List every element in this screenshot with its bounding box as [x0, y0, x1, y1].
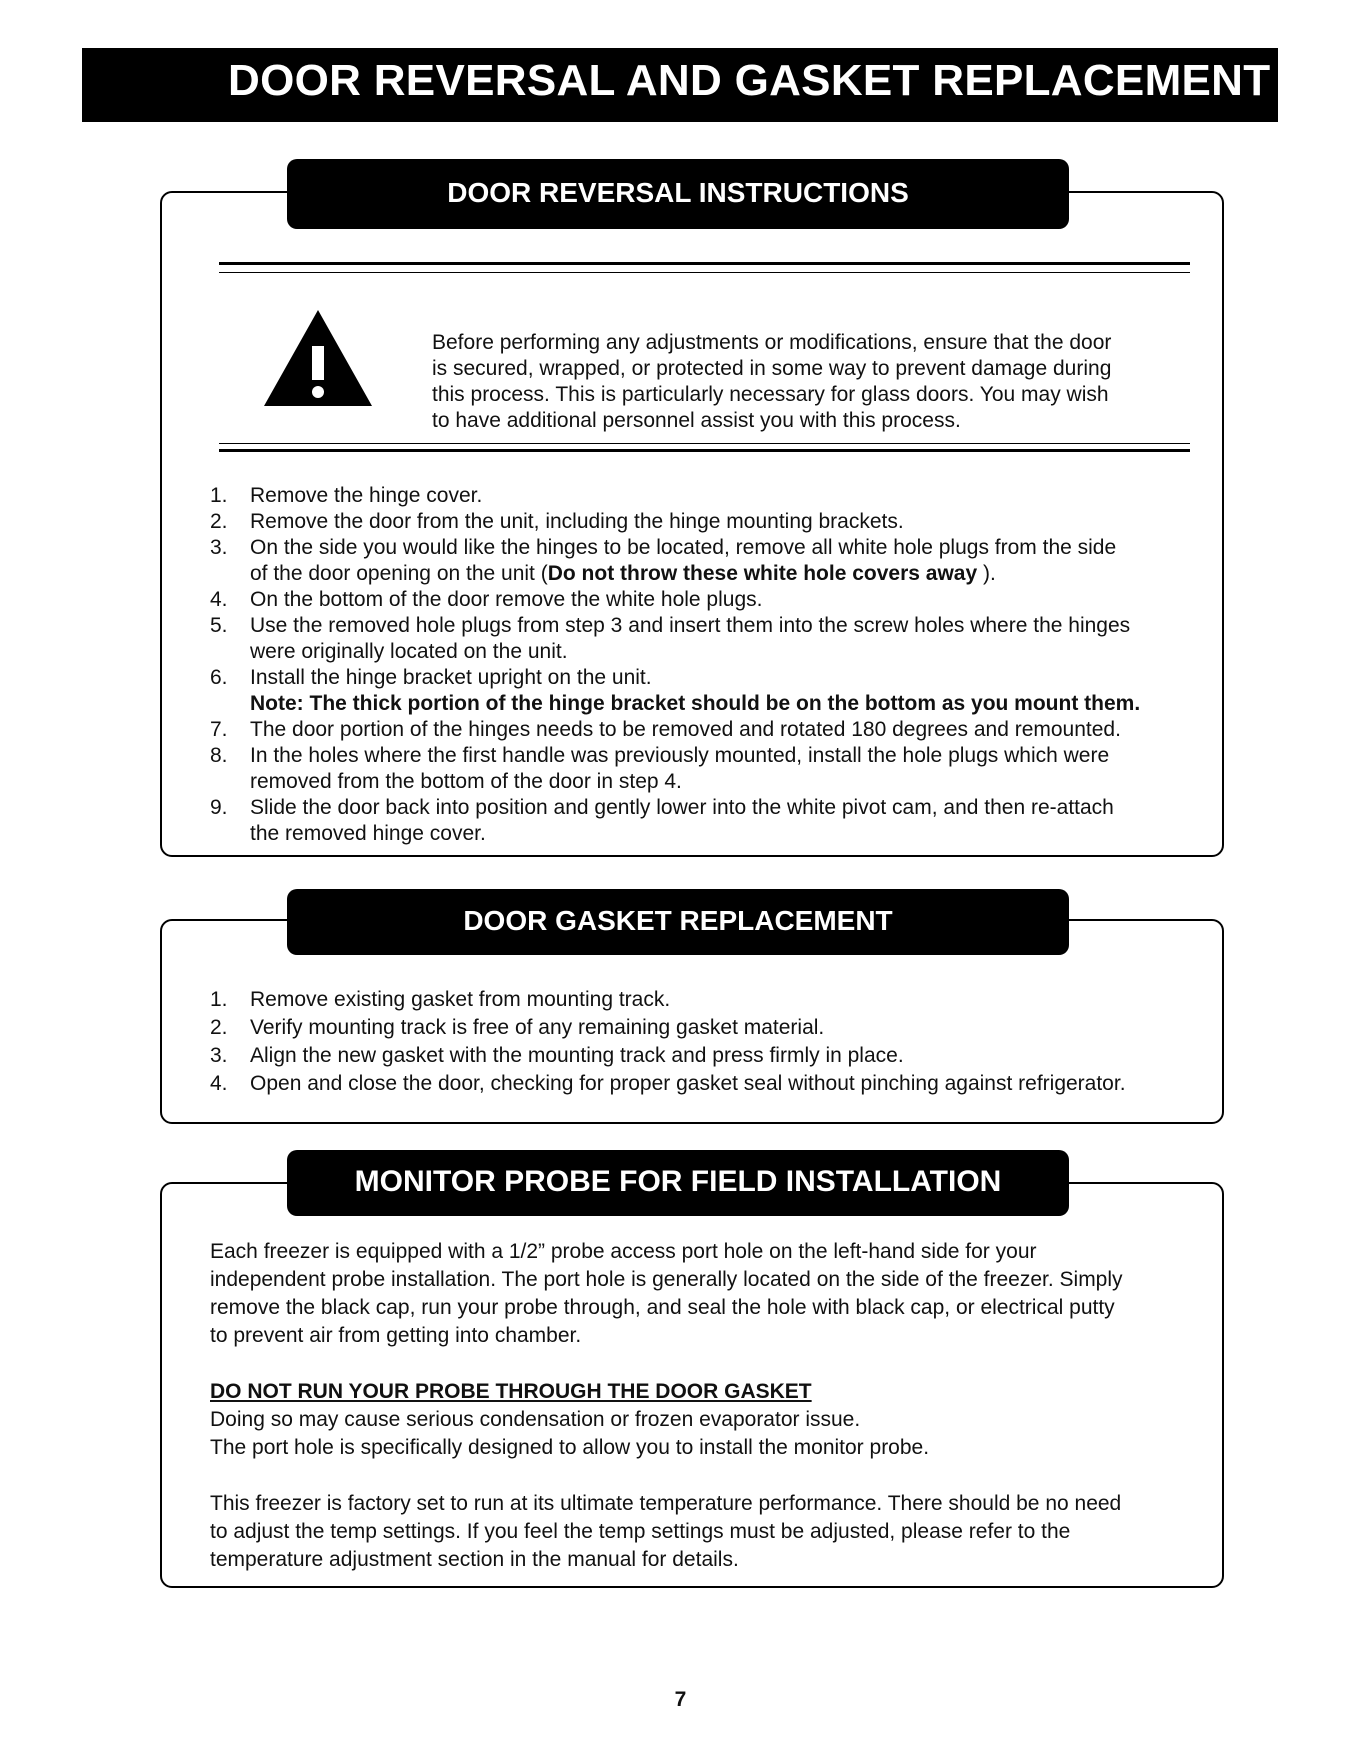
paragraph-line: to adjust the temp settings. If you feel the temp settings must be adjusted, please refer to the — [210, 1520, 1071, 1543]
warning-bottom-rule — [219, 449, 1190, 452]
door-reversal-warning-text — [432, 330, 1172, 434]
step-text: Verify mounting track is free of any remaining gasket material. — [250, 1016, 825, 1039]
step-number: 4. — [210, 1072, 228, 1095]
list-item — [210, 743, 1220, 795]
step-text: Remove the door from the unit, including the hinge mounting brackets. — [250, 510, 904, 533]
probe-intro-paragraph — [210, 1238, 1210, 1350]
list-item — [210, 587, 1220, 613]
list-item — [210, 1042, 1220, 1070]
monitor-probe-title: MONITOR PROBE FOR FIELD INSTALLATION — [354, 1165, 1002, 1198]
step-text: removed from the bottom of the door in step 4. — [250, 770, 682, 793]
step-text: were originally located on the unit. — [250, 640, 568, 663]
step-number: 8. — [210, 744, 228, 767]
step-number: 2. — [210, 1016, 228, 1039]
paragraph-line: The port hole is specifically designed to allow you to install the monitor probe. — [210, 1436, 930, 1459]
page-header-banner — [82, 48, 1278, 122]
gasket-replacement-title: DOOR GASKET REPLACEMENT — [463, 905, 893, 936]
step-text: Use the removed hole plugs from step 3 and insert them into the screw holes where the hinges — [250, 614, 1131, 637]
paragraph-line: temperature adjustment section in the manual for details. — [210, 1548, 739, 1571]
warning-line: Before performing any adjustments or modifications, ensure that the door — [432, 331, 1112, 354]
page-title: DOOR REVERSAL AND GASKET REPLACEMENT — [228, 56, 1271, 105]
list-item — [210, 509, 1220, 535]
step-number: 6. — [210, 666, 228, 689]
step-number: 9. — [210, 796, 228, 819]
warning-line: to have additional personnel assist you with this process. — [432, 409, 961, 432]
step-text-post: ). — [977, 562, 996, 585]
paragraph-line: to prevent air from getting into chamber. — [210, 1324, 582, 1347]
paragraph-line: This freezer is factory set to run at its ultimate temperature performance. There should be no need — [210, 1492, 1122, 1515]
warning-top-rule-thin — [219, 272, 1190, 273]
list-item — [210, 1070, 1220, 1098]
step-text: Install the hinge bracket upright on the unit. — [250, 666, 652, 689]
step-text: On the side you would like the hinges to be located, remove all white hole plugs from the side — [250, 536, 1117, 559]
step-text-pre: of the door opening on the unit ( — [250, 562, 548, 585]
warning-triangle-icon — [262, 308, 374, 408]
warning-top-rule — [219, 262, 1190, 265]
step-number: 7. — [210, 718, 228, 741]
step-number: 3. — [210, 1044, 228, 1067]
step-text: Remove the hinge cover. — [250, 484, 483, 507]
probe-temperature-paragraph — [210, 1490, 1210, 1574]
step-text: The door portion of the hinges needs to be removed and rotated 180 degrees and remounted. — [250, 718, 1121, 741]
door-reversal-steps — [210, 483, 1220, 847]
step-text: Remove existing gasket from mounting track. — [250, 988, 671, 1011]
list-item — [210, 665, 1220, 717]
door-reversal-heading — [287, 159, 1069, 229]
list-item — [210, 483, 1220, 509]
warning-line: is secured, wrapped, or protected in some way to prevent damage during — [432, 357, 1112, 380]
gasket-replacement-heading — [287, 889, 1069, 955]
gasket-replacement-steps — [210, 986, 1220, 1098]
step-text: Slide the door back into position and gently lower into the white pivot cam, and then re-attach — [250, 796, 1114, 819]
step-text-continued — [250, 561, 1220, 587]
door-reversal-title: DOOR REVERSAL INSTRUCTIONS — [447, 177, 909, 208]
list-item — [210, 1014, 1220, 1042]
paragraph-line: independent probe installation. The port hole is generally located on the side of the freezer. Simply — [210, 1268, 1123, 1291]
list-item — [210, 535, 1220, 587]
step-number: 2. — [210, 510, 228, 533]
probe-warning-block — [210, 1378, 1210, 1462]
page-number: 7 — [674, 1688, 687, 1711]
step-note: Note: The thick portion of the hinge bracket should be on the bottom as you mount them. — [250, 692, 1141, 715]
step-number: 1. — [210, 988, 228, 1011]
step-emphasis: Do not throw these white hole covers away — [547, 562, 978, 585]
step-text: Open and close the door, checking for proper gasket seal without pinching against refrigerator. — [250, 1072, 1126, 1095]
step-number: 5. — [210, 614, 228, 637]
step-number: 4. — [210, 588, 228, 611]
list-item — [210, 613, 1220, 665]
list-item — [210, 986, 1220, 1014]
step-text: Align the new gasket with the mounting track and press firmly in place. — [250, 1044, 904, 1067]
step-number: 1. — [210, 484, 228, 507]
step-number: 3. — [210, 536, 228, 559]
paragraph-line: Doing so may cause serious condensation or frozen evaporator issue. — [210, 1408, 861, 1431]
warning-bottom-rule-thin — [219, 443, 1190, 444]
warning-line: this process. This is particularly necessary for glass doors. You may wish — [432, 383, 1109, 406]
list-item — [210, 795, 1220, 847]
probe-warning-heading: DO NOT RUN YOUR PROBE THROUGH THE DOOR GASKET — [210, 1380, 812, 1403]
paragraph-line: remove the black cap, run your probe through, and seal the hole with black cap, or electrical putty — [210, 1296, 1115, 1319]
list-item — [210, 717, 1220, 743]
step-text: the removed hinge cover. — [250, 822, 486, 845]
step-text: In the holes where the first handle was previously mounted, install the hole plugs which were — [250, 744, 1110, 767]
paragraph-line: Each freezer is equipped with a 1/2” probe access port hole on the left-hand side for your — [210, 1240, 1037, 1263]
step-text: On the bottom of the door remove the white hole plugs. — [250, 588, 763, 611]
monitor-probe-heading — [287, 1150, 1069, 1216]
